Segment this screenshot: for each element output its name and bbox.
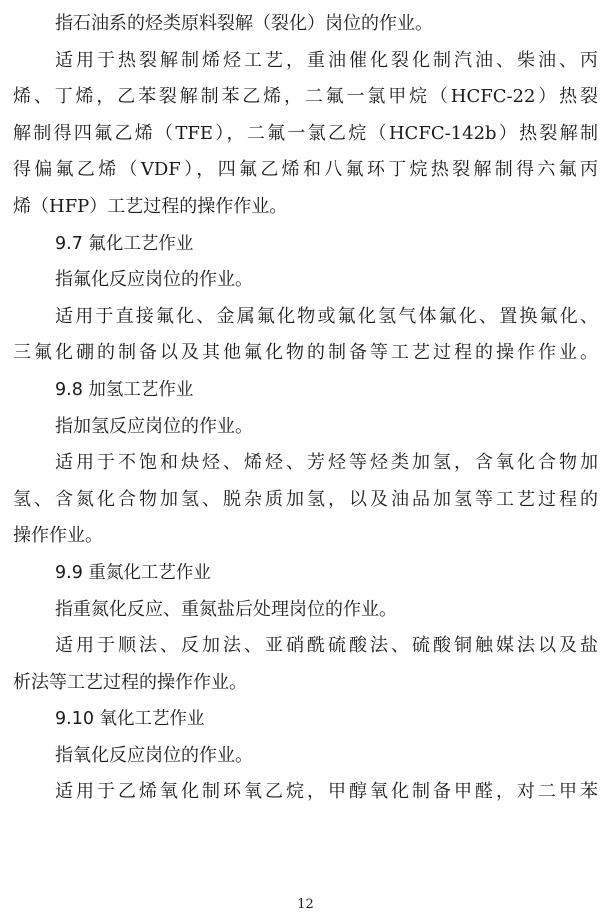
text-line: 操作作业。 — [13, 525, 103, 547]
text-line: 烯（HFP）工艺过程的操作作业。 — [13, 195, 288, 217]
page-number: 12 — [297, 897, 314, 912]
text-line: 适用于顺法、反加法、亚硝酰硫酸法、硫酸铜触媒法以及盐 — [55, 635, 598, 657]
text-line: 指石油系的烃类原料裂解（裂化）岗位的作业。 — [55, 13, 433, 34]
text-line: 指氧化反应岗位的作业。 — [55, 744, 253, 766]
text-line: 指重氮化反应、重氮盐后处理岗位的作业。 — [55, 598, 397, 620]
text-line: 适用于热裂解制烯烃工艺，重油催化裂化制汽油、柴油、丙 — [55, 49, 598, 71]
text-line: 氢、含氮化合物加氢、脱杂质加氢，以及油品加氢等工艺过程的 — [13, 488, 598, 510]
text-line: 指氟化反应岗位的作业。 — [55, 269, 253, 291]
body-text — [13, 6, 598, 811]
text-line: 析法等工艺过程的操作作业。 — [13, 671, 247, 693]
section-heading: 9.7 氟化工艺作业 — [55, 233, 194, 254]
section-heading: 9.9 重氮化工艺作业 — [55, 562, 211, 583]
text-line: 得偏氟乙烯（VDF），四氟乙烯和八氟环丁烷热裂解制得六氟丙 — [13, 159, 598, 181]
text-line: 适用于不饱和炔烃、烯烃、芳烃等烃类加氢，含氧化合物加 — [55, 452, 598, 474]
text-line: 指加氢反应岗位的作业。 — [55, 415, 253, 437]
text-line: 三氟化硼的制备以及其他氟化物的制备等工艺过程的操作作业。 — [13, 342, 598, 364]
text-line: 解制得四氟乙烯（TFE），二氟一氯乙烷（HCFC-142b）热裂解制 — [13, 122, 598, 144]
text-line: 适用于乙烯氧化制环氧乙烷，甲醇氧化制备甲醛，对二甲苯 — [55, 781, 598, 803]
section-heading: 9.8 加氢工艺作业 — [55, 379, 194, 400]
section-heading: 9.10 氧化工艺作业 — [55, 709, 205, 730]
text-line: 适用于直接氟化、金属氟化物或氟化氢气体氟化、置换氟化、 — [55, 305, 598, 327]
text-line: 烯、丁烯，乙苯裂解制苯乙烯，二氟一氯甲烷（HCFC-22）热裂 — [13, 86, 598, 108]
